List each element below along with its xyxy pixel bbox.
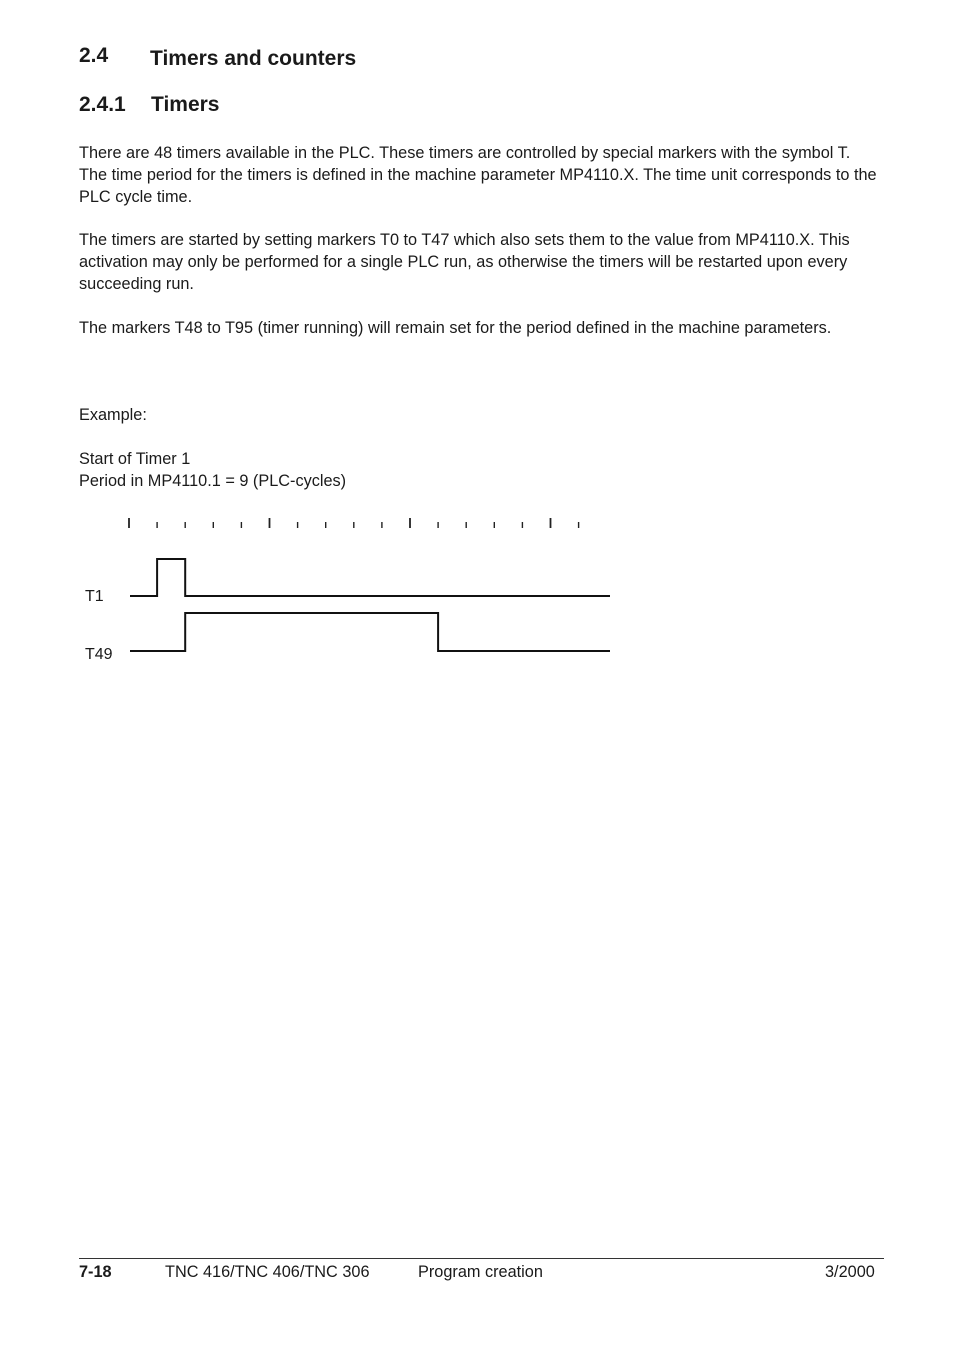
signal-t1-waveform: [130, 559, 610, 596]
example-line-period: Period in MP4110.1 = 9 (PLC-cycles): [79, 472, 347, 490]
footer-product: TNC 416/TNC 406/TNC 306: [165, 1263, 370, 1281]
footer-chapter: Program creation: [418, 1263, 543, 1281]
cycle-ticks: [129, 518, 579, 528]
paragraph-timers-start: The timers are started by setting markers T0 to T47 which also sets them to the value from MP4110.X. This activation may only be performed for a single PLC run, as otherwise the timers will be restarted upon every succeeding run.: [79, 231, 850, 293]
signal-t49-waveform: [130, 613, 610, 651]
subsection-number: 2.4.1: [79, 93, 126, 116]
footer-page-number: 7-18: [79, 1263, 112, 1281]
paragraph-timers-running: The markers T48 to T95 (timer running) will remain set for the period defined in the machine parameters.: [79, 319, 832, 337]
paragraph-timers-intro: There are 48 timers available in the PLC. These timers are controlled by special markers with the symbol T. The time period for the timers is defined in the machine parameter MP4110.X. The time unit corresponds to the PLC cycle time.: [79, 144, 877, 206]
signal-waveforms: [85, 559, 610, 663]
section-number: 2.4: [79, 44, 109, 67]
timing-diagram: [0, 500, 700, 670]
footer-date: 3/2000: [825, 1263, 875, 1281]
subsection-title: Timers: [151, 93, 220, 116]
footer-rule: [79, 1258, 884, 1259]
signal-t1-label: T1: [85, 588, 104, 605]
example-line-start: Start of Timer 1: [79, 450, 191, 468]
signal-t49-label: T49: [85, 646, 113, 663]
example-label: Example:: [79, 406, 147, 424]
section-title: Timers and counters: [150, 47, 357, 70]
